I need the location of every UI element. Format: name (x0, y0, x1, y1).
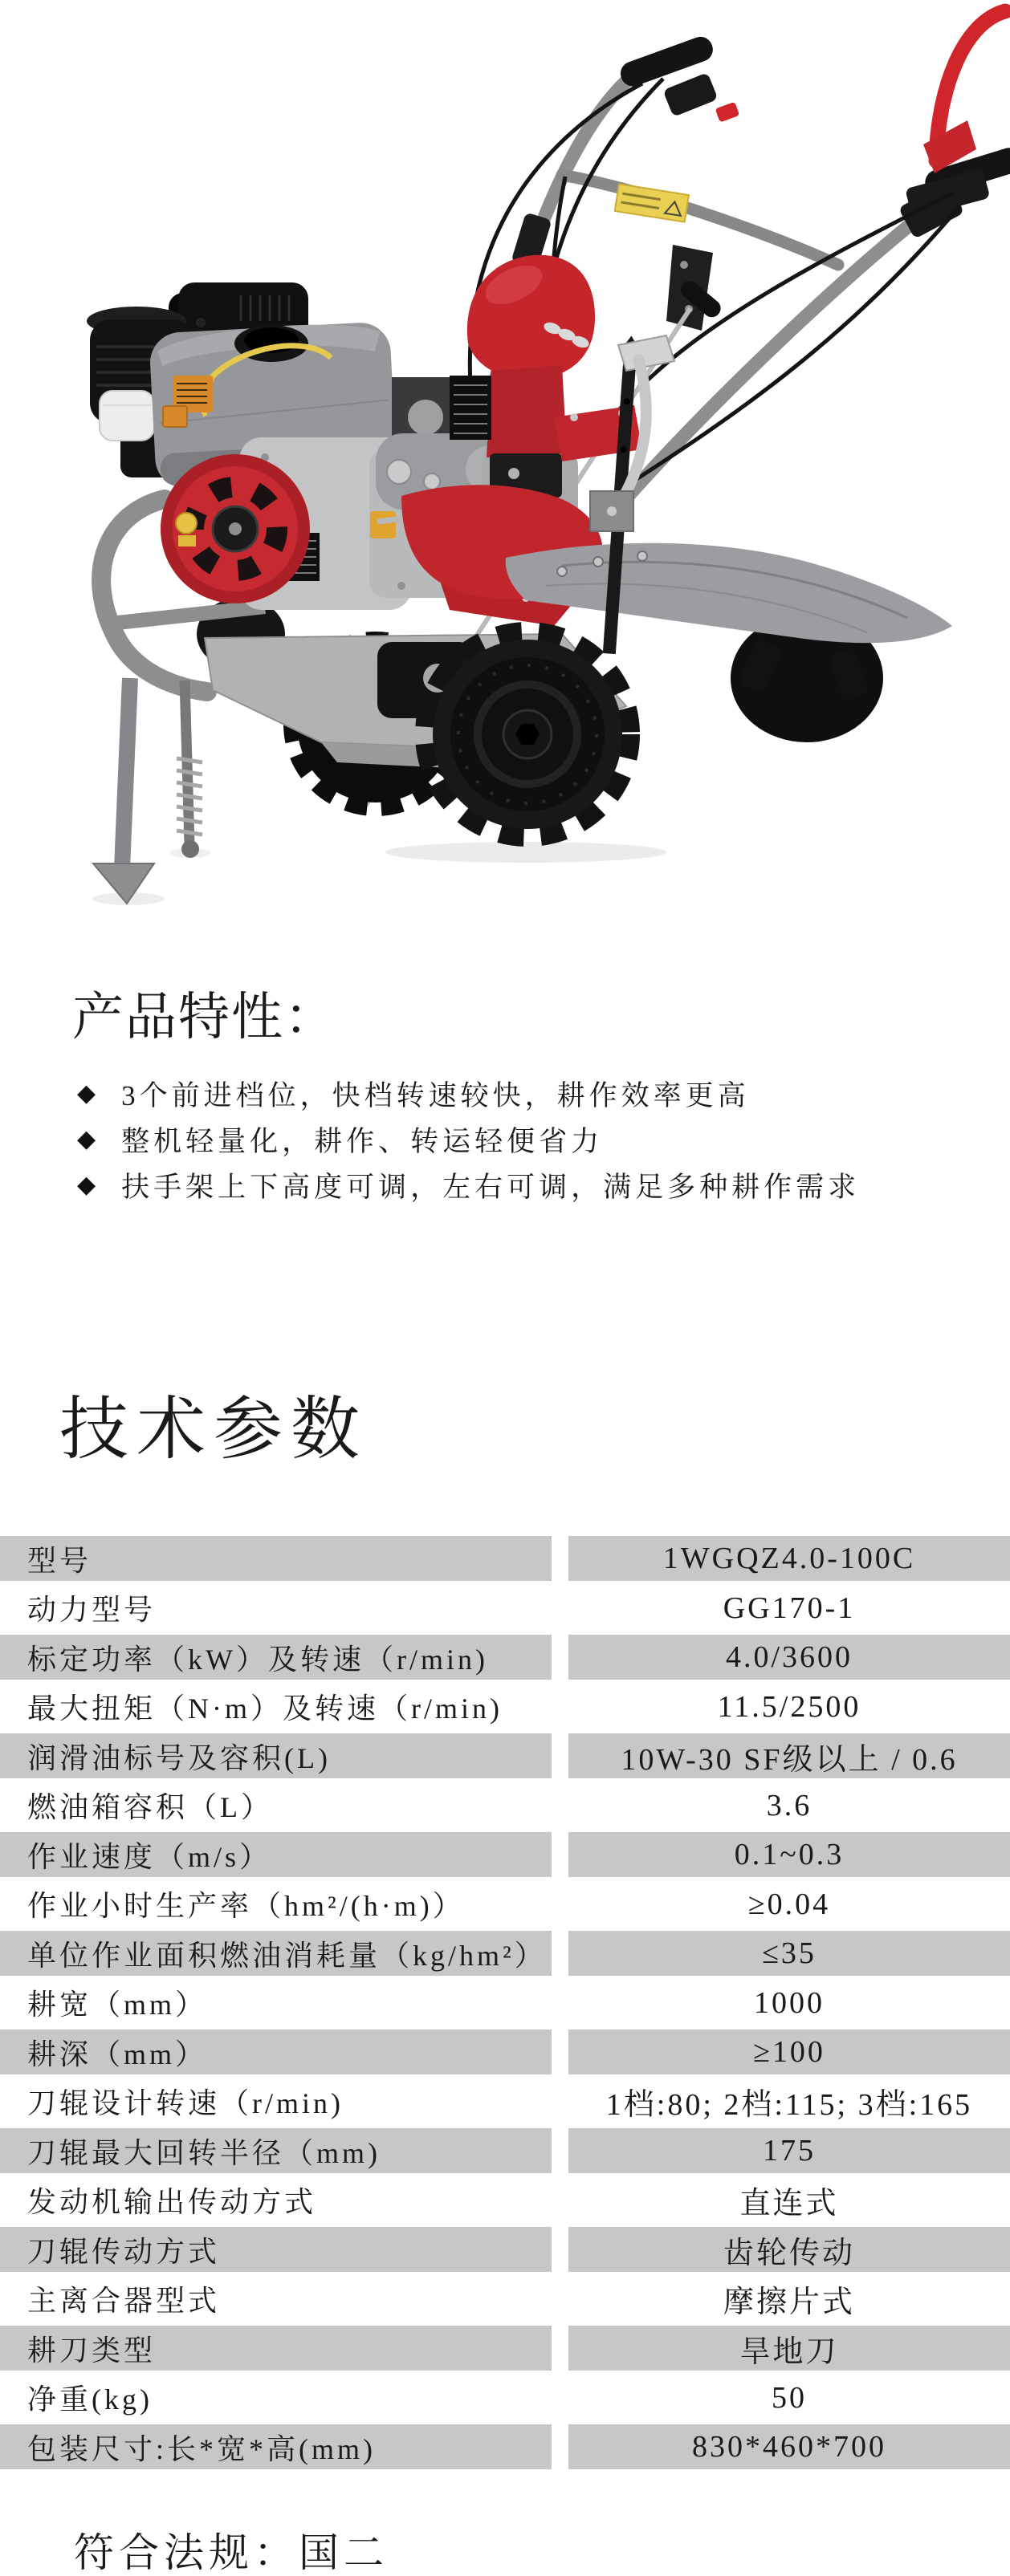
small-yellow-label (178, 535, 196, 546)
column-gap (552, 1882, 568, 1927)
column-gap (552, 2277, 568, 2322)
spec-value-cell: ≥0.04 (747, 1887, 831, 1921)
recoil-starter (161, 454, 310, 603)
spec-value-cell: 50 (772, 2380, 807, 2415)
column-gap (552, 2128, 568, 2173)
product-photo (0, 0, 1010, 915)
column-gap (552, 1931, 568, 1976)
spec-label-cell: 主离合器型式 (27, 2285, 221, 2317)
spec-value-cell: 11.5/2500 (717, 1689, 861, 1724)
diamond-bullet-icon: ◆ (77, 1125, 96, 1153)
spec-value-cell: 3.6 (766, 1788, 812, 1822)
column-gap (552, 2375, 568, 2420)
spec-value-cell: ≥100 (568, 2030, 1010, 2074)
spec-label-cell: 耕刀类型 (0, 2326, 552, 2371)
spec-label-cell: 耕深（mm） (0, 2030, 552, 2074)
feature-text: 整机轻量化，耕作、转运轻便省力 (121, 1125, 604, 1157)
spec-value-cell: 0.1~0.3 (568, 1832, 1010, 1877)
spec-row (0, 2326, 1010, 2371)
tiller-illustration (0, 0, 1010, 915)
guard-wing (506, 543, 952, 643)
spec-value-cell: GG170-1 (723, 1591, 856, 1625)
spec-label-cell: 燃油箱容积（L） (27, 1791, 273, 1823)
feature-text: 3个前进档位，快档转速较快，耕作效率更高 (121, 1079, 750, 1111)
spec-row (0, 1832, 1010, 1877)
stand-leg (93, 678, 202, 904)
spec-value-cell: 旱地刀 (568, 2326, 1010, 2371)
feature-item (77, 1071, 860, 1116)
column-gap (552, 1635, 568, 1680)
specs-heading: 技术参数 (59, 1391, 368, 1468)
spec-label-cell: 刀辊传动方式 (0, 2227, 552, 2272)
spec-label-cell: 润滑油标号及容积(L) (0, 1733, 552, 1778)
spec-row (0, 1783, 1010, 1828)
spec-label-cell: 动力型号 (27, 1594, 157, 1626)
spec-label-cell: 净重(kg) (27, 2383, 153, 2416)
spec-row (0, 2375, 1010, 2420)
spec-value-cell: 齿轮传动 (568, 2227, 1010, 2272)
warning-sticker (615, 184, 689, 221)
spec-label-cell: 耕宽（mm） (27, 1989, 208, 2021)
spec-row (0, 1981, 1010, 2025)
spec-row (0, 2128, 1010, 2173)
features-list (77, 1071, 860, 1208)
spec-value-cell: 1000 (754, 1985, 825, 2020)
column-gap (552, 1981, 568, 2025)
ground-shadow (92, 842, 666, 905)
diamond-bullet-icon: ◆ (77, 1079, 96, 1107)
spec-row (0, 2227, 1010, 2272)
spec-label-cell: 包装尺寸:长*宽*高(mm) (0, 2424, 552, 2469)
spec-plate (450, 376, 491, 440)
features-heading: 产品特性： (72, 989, 337, 1046)
spec-label-cell: 作业小时生产率（hm²/(h·m)） (27, 1890, 465, 1922)
spec-value-cell: 1档:80; 2档:115; 3档:165 (605, 2088, 973, 2122)
spec-row (0, 2277, 1010, 2322)
feature-item (77, 1162, 860, 1208)
column-gap (552, 1783, 568, 1828)
feature-text: 扶手架上下高度可调，左右可调，满足多种耕作需求 (121, 1171, 861, 1203)
spec-value-cell: 10W-30 SF级以上 / 0.6 (568, 1733, 1010, 1778)
spec-value-cell: 1WGQZ4.0-100C (568, 1536, 1010, 1581)
spec-value-cell: 直连式 (739, 2187, 839, 2220)
spec-row (0, 2030, 1010, 2074)
spec-value-cell: 830*460*700 (568, 2424, 1010, 2469)
throttle-lever (905, 11, 1005, 218)
column-gap (552, 1536, 568, 1581)
spec-label-cell: 作业速度（m/s） (0, 1832, 552, 1877)
spec-value-cell: 4.0/3600 (568, 1635, 1010, 1680)
spec-row (0, 2424, 1010, 2469)
spec-label-cell: 刀辊设计转速（r/min) (27, 2087, 344, 2119)
spec-label-cell: 型号 (0, 1536, 552, 1581)
spec-row (0, 1882, 1010, 1927)
spec-value-cell: ≤35 (568, 1931, 1010, 1976)
spec-value-cell: 175 (568, 2128, 1010, 2173)
compliance-note: 符合法规：国二 (74, 2530, 389, 2575)
spec-row (0, 1536, 1010, 1581)
spec-row (0, 2079, 1010, 2124)
spec-label-cell: 刀辊最大回转半径（mm) (0, 2128, 552, 2173)
spec-row (0, 1931, 1010, 1976)
column-gap (552, 1586, 568, 1631)
oil-cup (100, 391, 154, 441)
column-gap (552, 2079, 568, 2124)
brand-badge (176, 513, 197, 534)
spec-table (0, 1536, 1010, 2474)
column-gap (552, 1684, 568, 1729)
column-gap (552, 1832, 568, 1877)
spec-row (0, 1586, 1010, 1631)
spec-row (0, 1684, 1010, 1729)
spec-row (0, 1635, 1010, 1680)
column-gap (552, 2178, 568, 2223)
spec-row (0, 2178, 1010, 2223)
diamond-bullet-icon: ◆ (77, 1171, 96, 1199)
column-gap (552, 2424, 568, 2469)
spec-label-cell: 最大扭矩（N·m）及转速（r/min) (27, 1692, 503, 1725)
spec-value-cell: 摩擦片式 (723, 2285, 855, 2319)
column-gap (552, 2326, 568, 2371)
spec-label-cell: 标定功率（kW）及转速（r/min) (0, 1635, 552, 1680)
column-gap (552, 2227, 568, 2272)
spec-row (0, 1733, 1010, 1778)
column-gap (552, 1733, 568, 1778)
spec-label-cell: 发动机输出传动方式 (27, 2186, 317, 2218)
mount-bracket (590, 491, 633, 531)
column-gap (552, 2030, 568, 2074)
kill-switch-button (715, 102, 740, 123)
feature-item (77, 1116, 860, 1162)
spec-label-cell: 单位作业面积燃油消耗量（kg/hm²） (0, 1931, 552, 1976)
